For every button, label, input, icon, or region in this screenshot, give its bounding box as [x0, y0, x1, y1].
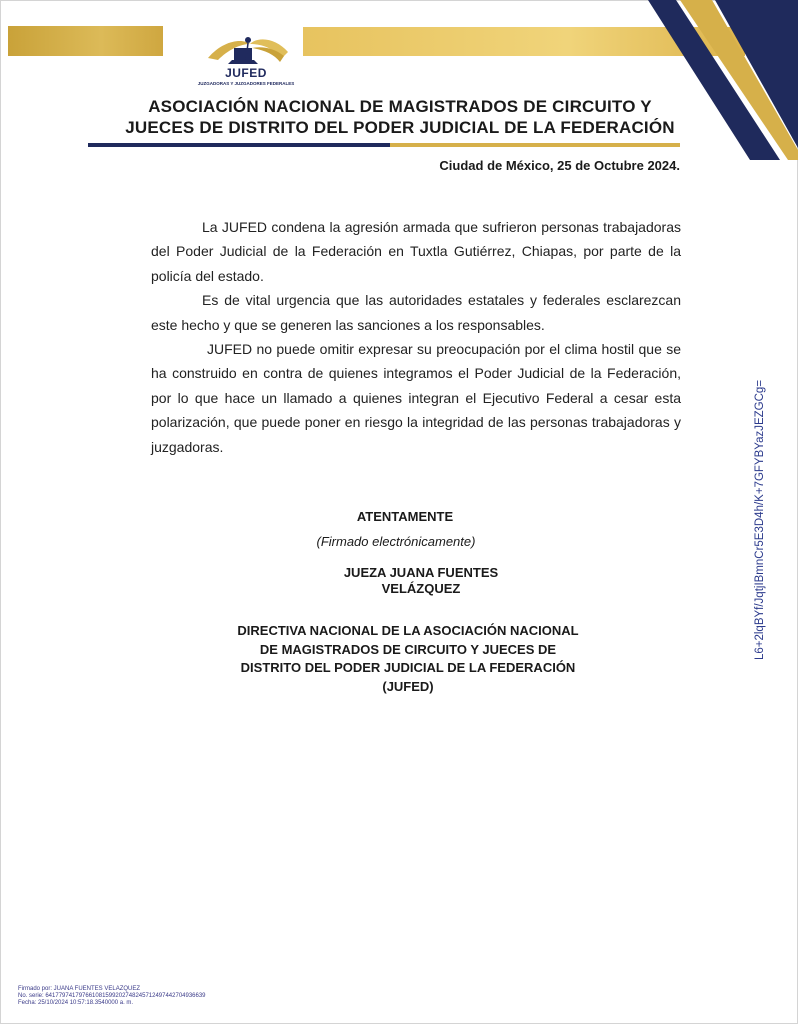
directiva-block [196, 622, 620, 696]
signature-serial: No. serie: 6417797417976610815992027482457124974427049366​39 [18, 993, 206, 999]
signer-name [211, 565, 631, 597]
directiva-line-3: DISTRITO DEL PODER JUDICIAL DE LA FEDERACIÓN [240, 660, 576, 675]
signer-name-line-1: JUEZA JUANA FUENTES [343, 565, 499, 580]
signature-footer [18, 986, 206, 1007]
directiva-line-1: DIRECTIVA NACIONAL DE LA ASOCIACIÓN NACIONAL [237, 623, 579, 638]
title-rule-gold [390, 143, 680, 147]
signature-hash: L6+2lqBYf/JqtjIBmnCr5E3D4h/K+7GFYBYazJEZGCg= [754, 379, 766, 661]
org-title-line-2: JUECES DE DISTRITO DEL PODER JUDICIAL DE LA FEDERACIÓN [125, 118, 675, 137]
body-paragraph-1: La JUFED condena la agresión armada que sufrieron personas trabajadoras del Poder Judicial de la Federación en Tuxtla Gutiérrez, Chiapas, por parte de la policía del estado. [151, 219, 681, 284]
logo-text: JUFED [225, 66, 267, 80]
logo-subtitle: JUZGADORAS Y JUZGADORES FEDERALES [197, 81, 295, 86]
document-body [151, 215, 681, 459]
signer-name-line-2: VELÁZQUEZ [381, 581, 461, 596]
header-gold-bar-left [8, 26, 163, 56]
body-paragraph-3: JUFED no puede omitir expresar su preocupación por el clima hostil que se ha construido en contra de quienes integramos el Poder Judicial de la Federación, por lo que hace un llamado a quienes integran el Ejecutivo Federal a cesar esta polarización, que puede poner en riesgo la integridad de las personas trabajadoras y juzgadoras. [151, 341, 681, 455]
title-rule-navy [88, 143, 390, 147]
signature-signed-by: Firmado por: JUANA FUENTES VELAZQUEZ [18, 986, 141, 992]
body-paragraph-2: Es de vital urgencia que las autoridades estatales y federales esclarezcan este hecho y que se generen las sanciones a los responsables. [151, 292, 681, 333]
signature-date: Fecha: 25/10/2024 10:57:18.3540000 a. m. [18, 1000, 134, 1006]
document-date: Ciudad de México, 25 de Octubre 2024. [439, 158, 680, 173]
directiva-line-4: (JUFED) [382, 678, 434, 694]
closing-firmado: (Firmado electrónicamente) [316, 534, 476, 549]
directiva-line-2: DE MAGISTRADOS DE CIRCUITO Y JUECES DE [259, 641, 557, 657]
organization-title [70, 96, 730, 138]
header-corner-stripes [620, 0, 798, 165]
org-title-line-1: ASOCIACIÓN NACIONAL DE MAGISTRADOS DE CIRCUITO Y [148, 97, 652, 116]
closing-atentamente: ATENTAMENTE [356, 509, 454, 524]
